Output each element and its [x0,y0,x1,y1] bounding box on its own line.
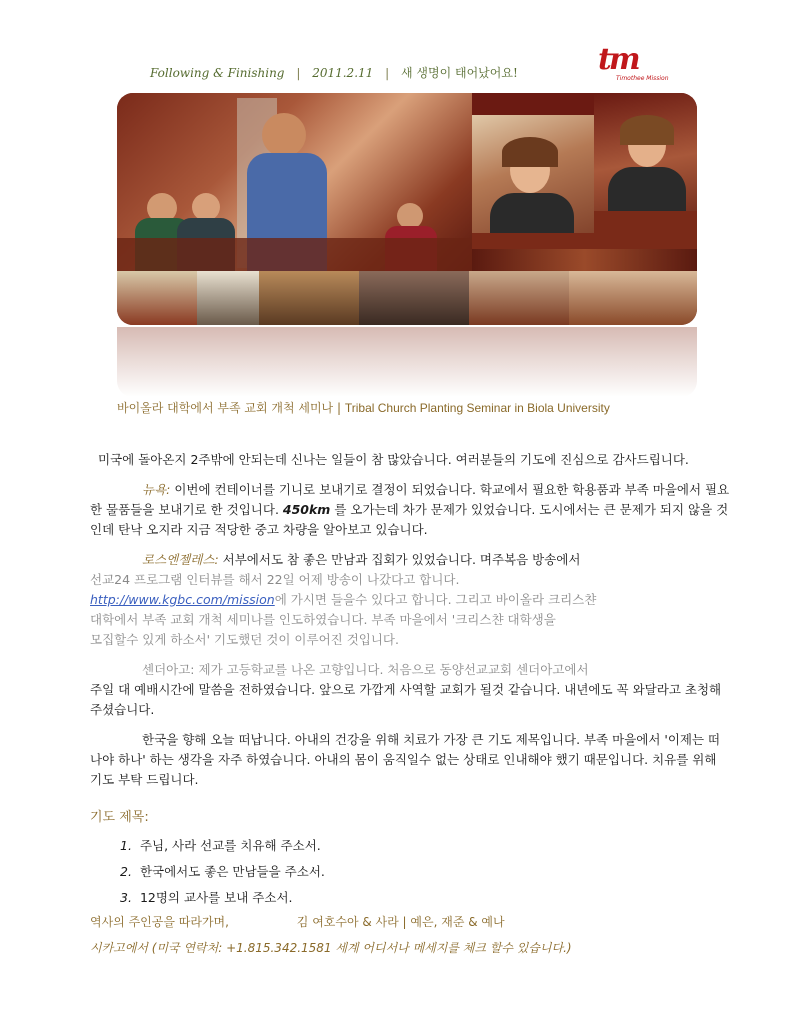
photo-caption [117,399,717,416]
header-motto: Following & Finishing [150,66,285,80]
newyork-text-a: 이번에 컨테이너를 기니로 보내기로 결정이 되었습니다. 학교에서 필요한 학용품과 부족 마을에서 필요한 물품들을 보내기로 한 것입니다. [90,482,730,517]
santiago-text-b: 주일 대 예배시간에 말씀을 전하였습니다. 앞으로 가깝게 사역할 교회가 될것 같습니다. 내년에도 꼭 와달라고 초청해 주셨습니다. [90,682,722,717]
signoff-greeting: 역사의 주인공을 따라가며, [90,915,229,929]
prayer-item: 2. 한국에서도 좋은 만남들을 주소서. [120,864,325,879]
photo-reflection [117,327,697,397]
korea-text: 한국을 향해 오늘 떠납니다. 아내의 건강을 위해 치료가 가장 큰 기도 제목입니다. 부족 마을에서 '이제는 떠나야 하나' 하는 생각을 자주 하였습니다. 아내의 몸이 움직일수 없는 상태로 인내해야 했기 때문입니다. 치유를 위해 기도 부탁 드립니다. [90,732,721,787]
photo-student-woman-2 [594,93,697,249]
prayer-item: 3. 12명의 교사를 보내 주소서. [120,890,293,905]
photo-classroom-4 [359,271,469,325]
logo-subtitle: Timothee Mission [616,75,669,82]
newsletter-header [150,64,590,86]
la-text-a: 서부에서도 참 좋은 만남과 집회가 있었습니다. 며주복음 방송에서 [218,552,581,567]
paragraph-korea [90,730,730,790]
signoff-line-2: 시카고에서 (미국 연락처: +1.815.342.1581 세계 어디서나 메세지를 체크 할수 있습니다.) [90,941,572,955]
photo-classroom-6 [569,271,697,325]
header-date: 2011.2.11 [312,66,374,80]
santiago-label: 센더아고: [142,662,195,677]
caption-korean: 바이올라 대학에서 부족 교회 개척 세미나 [117,401,334,415]
photo-speaker [117,93,472,271]
santiago-text-a: 제가 고등학교를 나온 고향입니다. 처음으로 동양선교교회 센더아고에서 [194,662,589,677]
paragraph-intro [90,450,730,470]
newyork-label: 뉴욕: [142,482,171,497]
la-label: 로스엔젤레스: [142,552,219,567]
photo-classroom-2 [197,271,259,325]
la-text-e: 모집할수 있게 하소서' 기도했던 것이 이루어진 것입니다. [90,632,399,647]
signoff-names: 김 여호수아 & 사라 | 예은, 재준 & 예나 [296,915,505,929]
letter-body [90,450,730,800]
prayer-list [120,833,325,911]
paragraph-santiago [90,660,730,720]
header-separator: | [385,66,390,80]
signoff-line-1 [90,913,505,930]
photo-classroom-5 [469,271,569,325]
paragraph-newyork [90,480,730,540]
mission-link[interactable]: http://www.kgbc.com/mission [90,592,275,607]
la-text-c: 에 가시면 들을수 있다고 합니다. 그리고 바이올라 크리스챤 [274,592,597,607]
paragraph-losangeles [90,550,730,650]
photo-classroom-7 [472,249,697,271]
prayer-title: 기도 제목: [90,810,149,825]
newyork-distance: 450km [282,502,331,517]
tm-logo [598,42,669,82]
intro-text: 미국에 돌아온지 2주밖에 안되는데 신나는 일들이 참 많았습니다. 여러분들의 기도에 진심으로 감사드립니다. [98,452,689,467]
header-title: 새 생명이 태어났어요! [400,66,518,80]
photo-classroom-1 [117,271,197,325]
newyork-text-b: 를 오가는데 차가 문제가 있었습니다. 도시에서는 큰 문제가 되지 않을 것인데 탄낙 오지라 지금 적당한 중고 차량을 알아보고 있습니다. [90,502,729,537]
photo-classroom-3 [259,271,359,325]
header-separator: | [296,66,301,80]
seminar-photo-collage [117,93,697,325]
la-text-b: 선교24 프로그램 인터뷰를 해서 22일 어제 방송이 나갔다고 합니다. [90,572,460,587]
la-text-d: 대학에서 부족 교회 개척 세미나를 인도하였습니다. 부족 마을에서 '크리스챤 대학생을 [90,612,556,627]
caption-separator: | [336,401,342,415]
logo-mark: tm [598,42,638,77]
prayer-item: 1. 주님, 사라 선교를 치유해 주소서. [120,838,321,853]
photo-student-woman [472,115,594,249]
caption-english: Tribal Church Planting Seminar in Biola University [344,401,610,415]
